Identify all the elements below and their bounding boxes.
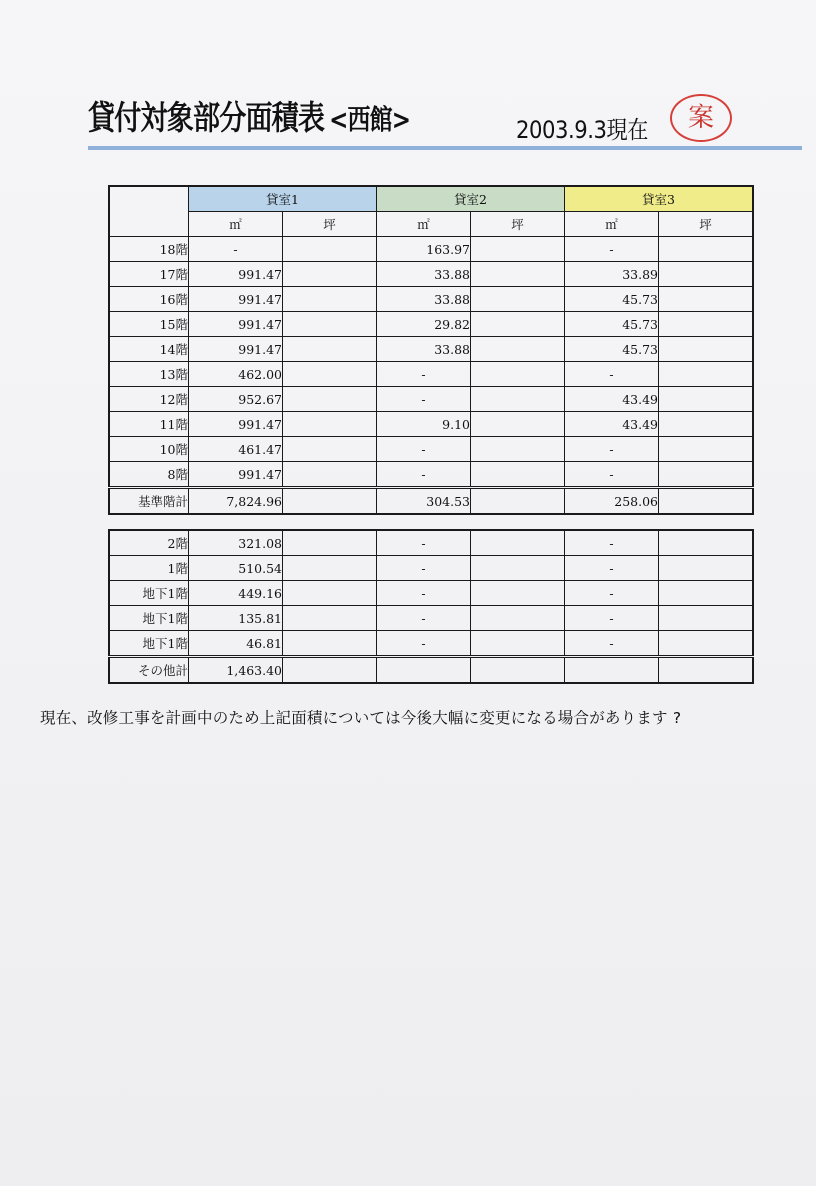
room3-tsubo xyxy=(659,387,754,412)
floor-label: 13階 xyxy=(109,362,189,387)
room1-tsubo xyxy=(283,262,377,287)
room3-area: 45.73 xyxy=(565,287,659,312)
table-row xyxy=(109,362,753,387)
room3-tsubo xyxy=(659,312,754,337)
corner-cell xyxy=(109,186,189,237)
room1-tsubo xyxy=(283,488,377,515)
room2-area: - xyxy=(377,387,471,412)
room1-area: 462.00 xyxy=(189,362,283,387)
floor-label: 14階 xyxy=(109,337,189,362)
draft-stamp: 案 xyxy=(670,94,732,142)
table-row xyxy=(109,387,753,412)
room1-tsubo xyxy=(283,462,377,488)
room3-area: 43.49 xyxy=(565,387,659,412)
room1-area: 991.47 xyxy=(189,287,283,312)
room1-tsubo xyxy=(283,237,377,262)
lower-floors-table xyxy=(108,529,754,684)
room2-area: 33.88 xyxy=(377,262,471,287)
room3-area: - xyxy=(565,237,659,262)
room1-area: 991.47 xyxy=(189,312,283,337)
room2-tsubo xyxy=(471,462,565,488)
table-row xyxy=(109,337,753,362)
room3-tsubo xyxy=(659,337,754,362)
subtotal-row xyxy=(109,657,753,684)
room3-area: 45.73 xyxy=(565,337,659,362)
title-underline xyxy=(88,146,802,150)
room1-area: 991.47 xyxy=(189,262,283,287)
room3-area xyxy=(565,657,659,684)
floor-label: 地下1階 xyxy=(109,581,189,606)
building-name: <西館> xyxy=(329,103,411,136)
room2-area: 33.88 xyxy=(377,287,471,312)
floor-label: 15階 xyxy=(109,312,189,337)
room2-area: - xyxy=(377,606,471,631)
table-row xyxy=(109,606,753,631)
room3-area: 43.49 xyxy=(565,412,659,437)
room2-tsubo xyxy=(471,530,565,556)
floor-label: 地下1階 xyxy=(109,631,189,657)
room3-area: 33.89 xyxy=(565,262,659,287)
room2-header: 貸室2 xyxy=(377,186,565,212)
document-title xyxy=(88,92,410,139)
room1-area: 510.54 xyxy=(189,556,283,581)
room1-area: 991.47 xyxy=(189,412,283,437)
room3-tsubo xyxy=(659,237,754,262)
room2-area: - xyxy=(377,362,471,387)
floor-label: 2階 xyxy=(109,530,189,556)
room3-tsubo xyxy=(659,581,754,606)
room-header-row xyxy=(109,186,753,212)
room3-tsubo xyxy=(659,462,754,488)
room1-area: 952.67 xyxy=(189,387,283,412)
room2-area: - xyxy=(377,581,471,606)
room1-tsubo xyxy=(283,556,377,581)
unit-header-row xyxy=(109,212,753,237)
room2-tsubo xyxy=(471,657,565,684)
room2-tsubo xyxy=(471,412,565,437)
room2-tsubo xyxy=(471,631,565,657)
room2-tsubo xyxy=(471,337,565,362)
floor-label: 18階 xyxy=(109,237,189,262)
table-row xyxy=(109,262,753,287)
floor-label: その他計 xyxy=(109,657,189,684)
table-row xyxy=(109,312,753,337)
room3-tsubo xyxy=(659,657,754,684)
room1-area: 1,463.40 xyxy=(189,657,283,684)
room3-area: - xyxy=(565,631,659,657)
room1-area: 135.81 xyxy=(189,606,283,631)
room3-area: - xyxy=(565,362,659,387)
room2-tsubo xyxy=(471,606,565,631)
room1-area: 461.47 xyxy=(189,437,283,462)
room1-tsubo xyxy=(283,412,377,437)
room3-tsubo xyxy=(659,287,754,312)
room2-area: 29.82 xyxy=(377,312,471,337)
room2-area: - xyxy=(377,530,471,556)
floor-label: 10階 xyxy=(109,437,189,462)
room3-tsubo xyxy=(659,606,754,631)
room1-area: 449.16 xyxy=(189,581,283,606)
room1-area: 46.81 xyxy=(189,631,283,657)
room3-tsubo xyxy=(659,437,754,462)
room3-tsubo xyxy=(659,488,754,515)
room2-area: - xyxy=(377,462,471,488)
room3-tsubo xyxy=(659,412,754,437)
room2-m2-unit: ㎡ xyxy=(377,212,471,237)
table-row xyxy=(109,287,753,312)
room2-tsubo xyxy=(471,312,565,337)
room3-area: - xyxy=(565,462,659,488)
room2-tsubo xyxy=(471,262,565,287)
table-row xyxy=(109,556,753,581)
room3-area: 258.06 xyxy=(565,488,659,515)
room1-tsubo xyxy=(283,362,377,387)
room3-area: - xyxy=(565,581,659,606)
subtotal-row xyxy=(109,488,753,515)
room3-tsubo xyxy=(659,362,754,387)
room3-area: - xyxy=(565,437,659,462)
room1-area: - xyxy=(189,237,283,262)
room1-area: 991.47 xyxy=(189,337,283,362)
room3-m2-unit: ㎡ xyxy=(565,212,659,237)
renovation-note: 現在、改修工事を計画中のため上記面積については今後大幅に変更になる場合があります ? xyxy=(40,709,682,727)
room1-tsubo-unit: 坪 xyxy=(283,212,377,237)
floor-label: 17階 xyxy=(109,262,189,287)
room2-area: - xyxy=(377,556,471,581)
room2-area: 163.97 xyxy=(377,237,471,262)
room1-tsubo xyxy=(283,312,377,337)
room1-tsubo xyxy=(283,631,377,657)
room3-tsubo xyxy=(659,556,754,581)
room3-tsubo xyxy=(659,530,754,556)
room1-header: 貸室1 xyxy=(189,186,377,212)
room3-header: 貸室3 xyxy=(565,186,754,212)
table-row xyxy=(109,530,753,556)
room1-tsubo xyxy=(283,337,377,362)
table-row xyxy=(109,631,753,657)
room2-area: 304.53 xyxy=(377,488,471,515)
table-row xyxy=(109,437,753,462)
room3-tsubo xyxy=(659,631,754,657)
room2-tsubo-unit: 坪 xyxy=(471,212,565,237)
room1-tsubo xyxy=(283,387,377,412)
room2-tsubo xyxy=(471,437,565,462)
as-of-date: 2003.9.3現在 xyxy=(516,116,648,144)
room2-area xyxy=(377,657,471,684)
floor-label: 8階 xyxy=(109,462,189,488)
room2-area: 33.88 xyxy=(377,337,471,362)
title-text: 貸付対象部分面積表 xyxy=(88,98,325,137)
table-row xyxy=(109,237,753,262)
room2-area: - xyxy=(377,437,471,462)
room3-tsubo xyxy=(659,262,754,287)
room2-area: 9.10 xyxy=(377,412,471,437)
room3-area: - xyxy=(565,606,659,631)
room3-tsubo-unit: 坪 xyxy=(659,212,754,237)
room1-area: 321.08 xyxy=(189,530,283,556)
room2-tsubo xyxy=(471,237,565,262)
table-row xyxy=(109,462,753,488)
room1-m2-unit: ㎡ xyxy=(189,212,283,237)
room2-tsubo xyxy=(471,488,565,515)
room1-area: 7,824.96 xyxy=(189,488,283,515)
upper-floors-table xyxy=(108,185,754,515)
table-row xyxy=(109,412,753,437)
room1-tsubo xyxy=(283,606,377,631)
floor-label: 地下1階 xyxy=(109,606,189,631)
floor-label: 基準階計 xyxy=(109,488,189,515)
room2-tsubo xyxy=(471,387,565,412)
floor-label: 11階 xyxy=(109,412,189,437)
room2-tsubo xyxy=(471,362,565,387)
floor-label: 16階 xyxy=(109,287,189,312)
room1-tsubo xyxy=(283,530,377,556)
table-row xyxy=(109,581,753,606)
room3-area: 45.73 xyxy=(565,312,659,337)
room1-area: 991.47 xyxy=(189,462,283,488)
room1-tsubo xyxy=(283,581,377,606)
room2-tsubo xyxy=(471,581,565,606)
room2-tsubo xyxy=(471,556,565,581)
floor-label: 12階 xyxy=(109,387,189,412)
room2-tsubo xyxy=(471,287,565,312)
floor-label: 1階 xyxy=(109,556,189,581)
room3-area: - xyxy=(565,530,659,556)
room3-area: - xyxy=(565,556,659,581)
room1-tsubo xyxy=(283,657,377,684)
room1-tsubo xyxy=(283,437,377,462)
room1-tsubo xyxy=(283,287,377,312)
room2-area: - xyxy=(377,631,471,657)
